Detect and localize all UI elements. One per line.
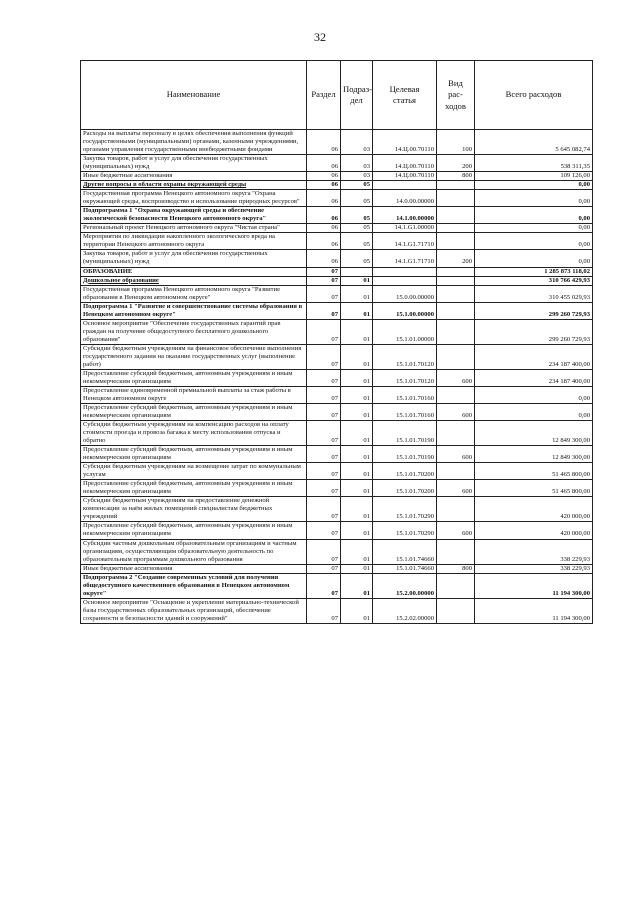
row-name: Предоставление субсидий бюджетным, автономным учреждениям и иным некоммерческим организациям (81, 404, 307, 421)
row-section: 07 (307, 497, 341, 522)
row-name: ОБРАЗОВАНИЕ (81, 267, 307, 276)
row-target (373, 276, 437, 285)
row-section: 06 (307, 155, 341, 172)
table-row (81, 181, 593, 190)
row-name: Подпрограмма 2 "Создание современных условий для получения общедоступного качественного образования в Ненецком автономном округе" (81, 573, 307, 598)
budget-table (80, 60, 593, 624)
row-total: 51 465 800,00 (475, 463, 593, 480)
row-section: 07 (307, 573, 341, 598)
row-name: Подпрограмма 1 "Охрана окружающей среды и обеспечение экологической безопасности Ненецкого автономного округа" (81, 207, 307, 224)
row-type (437, 386, 475, 403)
row-subsection: 05 (341, 224, 373, 233)
row-total: 0,00 (475, 386, 593, 403)
row-name: Субсидии бюджетным учреждениям на компенсацию расходов на оплату стоимости проезда и провоза багажа к месту использования отпуска и обратно (81, 421, 307, 446)
row-subsection: 01 (341, 463, 373, 480)
row-total: 310 455 029,93 (475, 285, 593, 302)
row-subsection (341, 267, 373, 276)
row-target: 14.1.G1.71710 (373, 233, 437, 250)
row-total: 12 849 300,00 (475, 446, 593, 463)
row-subsection: 01 (341, 285, 373, 302)
row-subsection: 05 (341, 207, 373, 224)
row-target: 15.1.01.70200 (373, 480, 437, 497)
row-subsection: 01 (341, 480, 373, 497)
header-type: Вид рас- ходов (437, 61, 475, 130)
row-type: 800 (437, 172, 475, 181)
row-type: 800 (437, 564, 475, 573)
row-section: 06 (307, 172, 341, 181)
row-section: 07 (307, 463, 341, 480)
row-name: Региональный проект Ненецкого автономного округа "Чистая страна" (81, 224, 307, 233)
row-target: 15.1.00.00000 (373, 302, 437, 319)
row-target: 15.1.01.74660 (373, 539, 437, 564)
row-section: 07 (307, 319, 341, 344)
row-total: 0,00 (475, 233, 593, 250)
row-subsection: 01 (341, 573, 373, 598)
row-total: 420 000,00 (475, 497, 593, 522)
row-target: 15.1.01.70190 (373, 421, 437, 446)
row-section: 07 (307, 539, 341, 564)
row-section: 07 (307, 480, 341, 497)
row-subsection: 01 (341, 404, 373, 421)
row-subsection: 03 (341, 130, 373, 155)
row-subsection: 01 (341, 421, 373, 446)
row-type (437, 181, 475, 190)
row-name: Государственная программа Ненецкого автономного округа "Охрана окружающей среды, воспроизводство и использование природных ресурсов" (81, 190, 307, 207)
row-total: 420 000,00 (475, 522, 593, 539)
row-name: Предоставление единовременной премиальной выплаты за стаж работы в Ненецком автономном округе (81, 386, 307, 403)
row-subsection: 01 (341, 522, 373, 539)
table-row (81, 539, 593, 564)
row-subsection: 03 (341, 155, 373, 172)
row-subsection: 01 (341, 302, 373, 319)
row-section: 06 (307, 190, 341, 207)
row-name: Предоставление субсидий бюджетным, автономным учреждениям и иным некоммерческим организациям (81, 522, 307, 539)
row-name: Предоставление субсидий бюджетным, автономным учреждениям и иным некоммерческим организациям (81, 369, 307, 386)
row-name: Подпрограмма 1 "Развитие и совершенствование системы образования в Ненецком автономном округе" (81, 302, 307, 319)
table-row (81, 250, 593, 267)
row-total: 338 229,93 (475, 564, 593, 573)
row-section: 07 (307, 598, 341, 623)
row-type (437, 224, 475, 233)
row-target: 15.0.00.00000 (373, 285, 437, 302)
row-subsection: 01 (341, 319, 373, 344)
row-name: Государственная программа Ненецкого автономного округа "Развитие образования в Ненецком автономном округе" (81, 285, 307, 302)
row-name: Субсидии бюджетным учреждениям на предоставление денежной компенсации за наём жилых помещений специалистам бюджетных учреждений (81, 497, 307, 522)
table-row (81, 564, 593, 573)
row-total: 11 194 300,00 (475, 573, 593, 598)
row-name: Иные бюджетные ассигнования (81, 564, 307, 573)
row-name: Предоставление субсидий бюджетным, автономным учреждениям и иным некоммерческим организациям (81, 480, 307, 497)
row-total: 0,00 (475, 250, 593, 267)
row-type (437, 573, 475, 598)
row-target: 15.1.01.70160 (373, 404, 437, 421)
table-header-row (81, 61, 593, 130)
row-total: 109 126,00 (475, 172, 593, 181)
row-type (437, 319, 475, 344)
row-subsection: 05 (341, 250, 373, 267)
table-row (81, 369, 593, 386)
row-type (437, 463, 475, 480)
table-row (81, 207, 593, 224)
row-target: 15.1.01.70200 (373, 463, 437, 480)
row-subsection: 01 (341, 497, 373, 522)
header-total: Всего расходов (475, 61, 593, 130)
row-section: 06 (307, 207, 341, 224)
row-section: 06 (307, 224, 341, 233)
table-row (81, 224, 593, 233)
row-target: 14.1.G1.71710 (373, 250, 437, 267)
row-section: 07 (307, 386, 341, 403)
row-type (437, 421, 475, 446)
table-row (81, 522, 593, 539)
row-total: 0,00 (475, 207, 593, 224)
row-target: 14.1.G1.00000 (373, 224, 437, 233)
row-subsection: 01 (341, 344, 373, 369)
row-subsection: 01 (341, 446, 373, 463)
row-name: Субсидии бюджетным учреждениям на возмещение затрат по коммунальным услугам (81, 463, 307, 480)
row-total: 11 194 300,00 (475, 598, 593, 623)
row-name: Закупка товаров, работ и услуг для обеспечения государственных (муниципальных) нужд (81, 250, 307, 267)
row-section: 07 (307, 344, 341, 369)
row-name: Расходы на выплаты персоналу в целях обеспечения выполнения функций государственными (муниципальными) органами, казенными учреждениями, органами управления государственными внебюджетными фондами (81, 130, 307, 155)
row-name: Основное мероприятие "Обеспечение государственных гарантий прав граждан на получение общедоступного бесплатного дошкольного образования" (81, 319, 307, 344)
row-section: 07 (307, 285, 341, 302)
row-type (437, 598, 475, 623)
row-target (373, 267, 437, 276)
table-row (81, 446, 593, 463)
row-total: 5 645 082,74 (475, 130, 593, 155)
row-subsection: 01 (341, 276, 373, 285)
row-target: 15.2.00.00000 (373, 573, 437, 598)
table-row (81, 190, 593, 207)
row-name: Предоставление субсидий бюджетным, автономным учреждениям и иным некоммерческим организациям (81, 446, 307, 463)
row-total: 538 311,35 (475, 155, 593, 172)
table-row (81, 344, 593, 369)
row-type (437, 267, 475, 276)
row-type: 600 (437, 446, 475, 463)
table-row (81, 276, 593, 285)
row-name: Основное мероприятие "Оснащение и укрепление материально-технической базы государственных образовательных организаций, обеспечение сохранности и безопасности зданий и сооружений" (81, 598, 307, 623)
row-section: 07 (307, 446, 341, 463)
row-total: 51 465 800,00 (475, 480, 593, 497)
row-name: Мероприятия по ликвидации накопленного экологического вреда на территории Ненецкого автономного округа (81, 233, 307, 250)
table-row (81, 319, 593, 344)
table-body (81, 130, 593, 624)
row-section: 07 (307, 369, 341, 386)
row-total: 310 766 429,93 (475, 276, 593, 285)
row-target: 15.1.01.70190 (373, 446, 437, 463)
row-subsection: 03 (341, 172, 373, 181)
header-subsection: Подраз- дел (341, 61, 373, 130)
row-total: 299 260 729,93 (475, 319, 593, 344)
table-row (81, 267, 593, 276)
row-subsection: 05 (341, 190, 373, 207)
row-type: 200 (437, 250, 475, 267)
row-section: 07 (307, 421, 341, 446)
row-total: 234 187 400,00 (475, 369, 593, 386)
row-total: 12 849 300,00 (475, 421, 593, 446)
row-target: 14.Ц.00.70110 (373, 155, 437, 172)
row-section: 07 (307, 267, 341, 276)
row-type: 100 (437, 130, 475, 155)
table-row (81, 421, 593, 446)
row-type: 600 (437, 480, 475, 497)
row-name: Дошкольное образование (81, 276, 307, 285)
row-target: 15.2.02.00000 (373, 598, 437, 623)
table-row (81, 285, 593, 302)
table-row (81, 573, 593, 598)
table-row (81, 155, 593, 172)
row-type: 200 (437, 155, 475, 172)
row-name: Субсидии частным дошкольным образовательным организациям и частным организациям, осуществляющим образовательную деятельность по образовательным программам дошкольного образования (81, 539, 307, 564)
row-section: 07 (307, 522, 341, 539)
row-subsection: 01 (341, 369, 373, 386)
row-total: 0,00 (475, 181, 593, 190)
row-type: 600 (437, 522, 475, 539)
row-target: 15.1.01.70290 (373, 522, 437, 539)
row-target: 15.1.01.70160 (373, 386, 437, 403)
row-type (437, 276, 475, 285)
table-row (81, 480, 593, 497)
row-target: 14.Ц.00.70110 (373, 130, 437, 155)
row-total: 0,00 (475, 224, 593, 233)
row-section: 07 (307, 302, 341, 319)
row-type (437, 285, 475, 302)
row-target: 14.1.00.00000 (373, 207, 437, 224)
page-number: 32 (314, 30, 326, 44)
row-subsection: 01 (341, 386, 373, 403)
row-total: 0,00 (475, 404, 593, 421)
row-section: 06 (307, 130, 341, 155)
row-subsection: 01 (341, 564, 373, 573)
header-section: Раздел (307, 61, 341, 130)
table-row (81, 302, 593, 319)
row-name: Субсидии бюджетным учреждениям на финансовое обеспечение выполнения государственного задания на оказание государственных услуг (выполнение работ) (81, 344, 307, 369)
row-name: Закупка товаров, работ и услуг для обеспечения государственных (муниципальных) нужд (81, 155, 307, 172)
row-target: 15.1.01.74660 (373, 564, 437, 573)
row-name: Иные бюджетные ассигнования (81, 172, 307, 181)
row-total: 234 187 400,00 (475, 344, 593, 369)
row-type (437, 497, 475, 522)
table-row (81, 497, 593, 522)
row-subsection: 05 (341, 181, 373, 190)
row-total: 0,00 (475, 190, 593, 207)
row-target: 15.1.01.70290 (373, 497, 437, 522)
row-name: Другие вопросы в области охраны окружающей среды (81, 181, 307, 190)
row-type (437, 190, 475, 207)
header-target: Целевая статья (373, 61, 437, 130)
row-type (437, 233, 475, 250)
row-section: 06 (307, 250, 341, 267)
row-total: 1 285 873 118,02 (475, 267, 593, 276)
table-row (81, 404, 593, 421)
row-section: 07 (307, 276, 341, 285)
table-row (81, 233, 593, 250)
row-section: 07 (307, 404, 341, 421)
row-type: 600 (437, 369, 475, 386)
header-name: Наименование (81, 61, 307, 130)
row-target: 14.0.00.00000 (373, 190, 437, 207)
row-target: 15.1.01.70120 (373, 344, 437, 369)
row-type (437, 344, 475, 369)
row-type (437, 302, 475, 319)
table-row (81, 386, 593, 403)
table-row (81, 130, 593, 155)
row-subsection: 01 (341, 598, 373, 623)
row-total: 338 229,93 (475, 539, 593, 564)
row-type: 600 (437, 404, 475, 421)
row-total: 299 260 729,93 (475, 302, 593, 319)
row-target: 15.1.01.70120 (373, 369, 437, 386)
row-section: 06 (307, 181, 341, 190)
row-type (437, 539, 475, 564)
table-row (81, 463, 593, 480)
table-row (81, 172, 593, 181)
row-subsection: 05 (341, 233, 373, 250)
row-section: 06 (307, 233, 341, 250)
table-row (81, 598, 593, 623)
row-target (373, 181, 437, 190)
row-target: 15.1.01.00000 (373, 319, 437, 344)
row-type (437, 207, 475, 224)
row-target: 14.Ц.00.70110 (373, 172, 437, 181)
row-subsection: 01 (341, 539, 373, 564)
row-section: 07 (307, 564, 341, 573)
